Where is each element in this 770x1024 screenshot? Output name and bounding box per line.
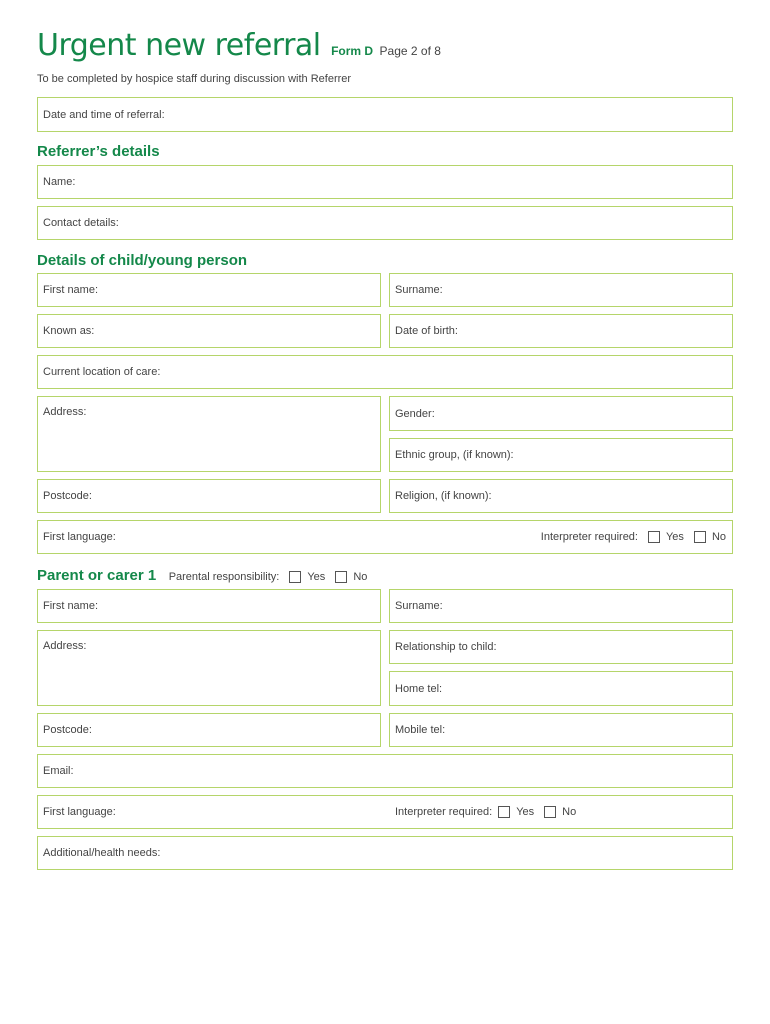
child-known-as-label: Known as: <box>43 325 95 337</box>
parental-responsibility-label: Parental responsibility: <box>168 571 280 583</box>
parent1-mobile-tel-label: Mobile tel: <box>395 724 446 736</box>
parent1-postcode-label: Postcode: <box>43 724 92 736</box>
referral-datetime-label: Date and time of referral: <box>43 108 165 121</box>
form-instructions: To be completed by hospice staff during discussion with Referrer <box>37 73 352 85</box>
child-language-label: First language: <box>43 531 116 543</box>
referrer-name-label: Name: <box>43 176 76 188</box>
page-title: Urgent new referral <box>37 28 321 63</box>
parent1-heading-row <box>37 567 367 585</box>
parent1-surname-label: Surname: <box>395 600 443 612</box>
child-gender-field[interactable] <box>389 396 733 431</box>
parental-responsibility-yes-checkbox[interactable] <box>289 571 301 583</box>
parent1-language-label: First language: <box>43 806 116 818</box>
parent1-interpreter-options <box>395 806 576 818</box>
parental-responsibility-no-checkbox[interactable] <box>335 571 347 583</box>
parent1-first-name-field[interactable] <box>37 589 381 623</box>
child-interpreter-yes-checkbox[interactable] <box>648 531 660 543</box>
child-interpreter-no-checkbox[interactable] <box>694 531 706 543</box>
child-language-field[interactable] <box>37 520 733 554</box>
child-first-name-field[interactable] <box>37 273 381 307</box>
child-interpreter-options <box>541 531 726 543</box>
child-postcode-field[interactable] <box>37 479 381 513</box>
child-known-as-field[interactable] <box>37 314 381 348</box>
parent1-email-label: Email: <box>43 765 74 777</box>
child-location-field[interactable] <box>37 355 733 389</box>
child-ethnic-label: Ethnic group, (if known): <box>395 449 514 461</box>
parent1-interpreter-yes-label: Yes <box>516 806 535 818</box>
child-surname-label: Surname: <box>395 284 443 296</box>
parent1-home-tel-field[interactable] <box>389 671 733 706</box>
child-gender-label: Gender: <box>395 407 435 420</box>
child-interpreter-no-label: No <box>711 531 726 543</box>
referrer-contact-label: Contact details: <box>43 217 119 229</box>
parent1-mobile-tel-field[interactable] <box>389 713 733 747</box>
parent1-postcode-field[interactable] <box>37 713 381 747</box>
page-number: Page 2 of 8 <box>379 44 441 58</box>
child-interpreter-yes-label: Yes <box>665 531 684 543</box>
referrer-contact-field[interactable] <box>37 206 733 240</box>
parent1-surname-field[interactable] <box>389 589 733 623</box>
parent1-address-field[interactable] <box>37 630 381 706</box>
child-religion-field[interactable] <box>389 479 733 513</box>
title-row <box>37 28 441 63</box>
child-surname-field[interactable] <box>389 273 733 307</box>
parent1-email-field[interactable] <box>37 754 733 788</box>
parent1-interpreter-no-checkbox[interactable] <box>544 806 556 818</box>
parent1-relationship-label: Relationship to child: <box>395 641 497 653</box>
child-first-name-label: First name: <box>43 284 99 296</box>
parent1-first-name-label: First name: <box>43 600 99 612</box>
parent1-needs-field[interactable] <box>37 836 733 870</box>
referrer-heading: Referrer’s details <box>37 143 160 160</box>
parental-responsibility-no-label: No <box>353 571 368 583</box>
parent1-needs-label: Additional/health needs: <box>43 847 161 859</box>
parent1-home-tel-label: Home tel: <box>395 682 443 695</box>
parent1-interpreter-yes-checkbox[interactable] <box>498 806 510 818</box>
parent1-address-label: Address: <box>43 640 87 652</box>
parent1-interpreter-no-label: No <box>562 806 577 818</box>
parent1-language-field[interactable] <box>37 795 733 829</box>
child-heading: Details of child/young person <box>37 252 248 269</box>
child-ethnic-field[interactable] <box>389 438 733 472</box>
parent1-interpreter-label: Interpreter required: <box>395 806 493 818</box>
parental-responsibility-yes-label: Yes <box>307 571 326 583</box>
referrer-name-field[interactable] <box>37 165 733 199</box>
child-interpreter-label: Interpreter required: <box>540 531 638 543</box>
child-religion-label: Religion, (if known): <box>395 490 492 502</box>
parent1-heading: Parent or carer 1 <box>37 567 157 584</box>
child-dob-field[interactable] <box>389 314 733 348</box>
referral-datetime-field[interactable] <box>37 97 733 132</box>
child-postcode-label: Postcode: <box>43 490 92 502</box>
child-address-field[interactable] <box>37 396 381 472</box>
child-location-label: Current location of care: <box>43 366 161 378</box>
parent1-relationship-field[interactable] <box>389 630 733 664</box>
parental-responsibility-options <box>169 571 368 583</box>
form-id: Form D <box>331 44 374 58</box>
child-address-label: Address: <box>43 406 87 418</box>
child-dob-label: Date of birth: <box>395 325 458 337</box>
